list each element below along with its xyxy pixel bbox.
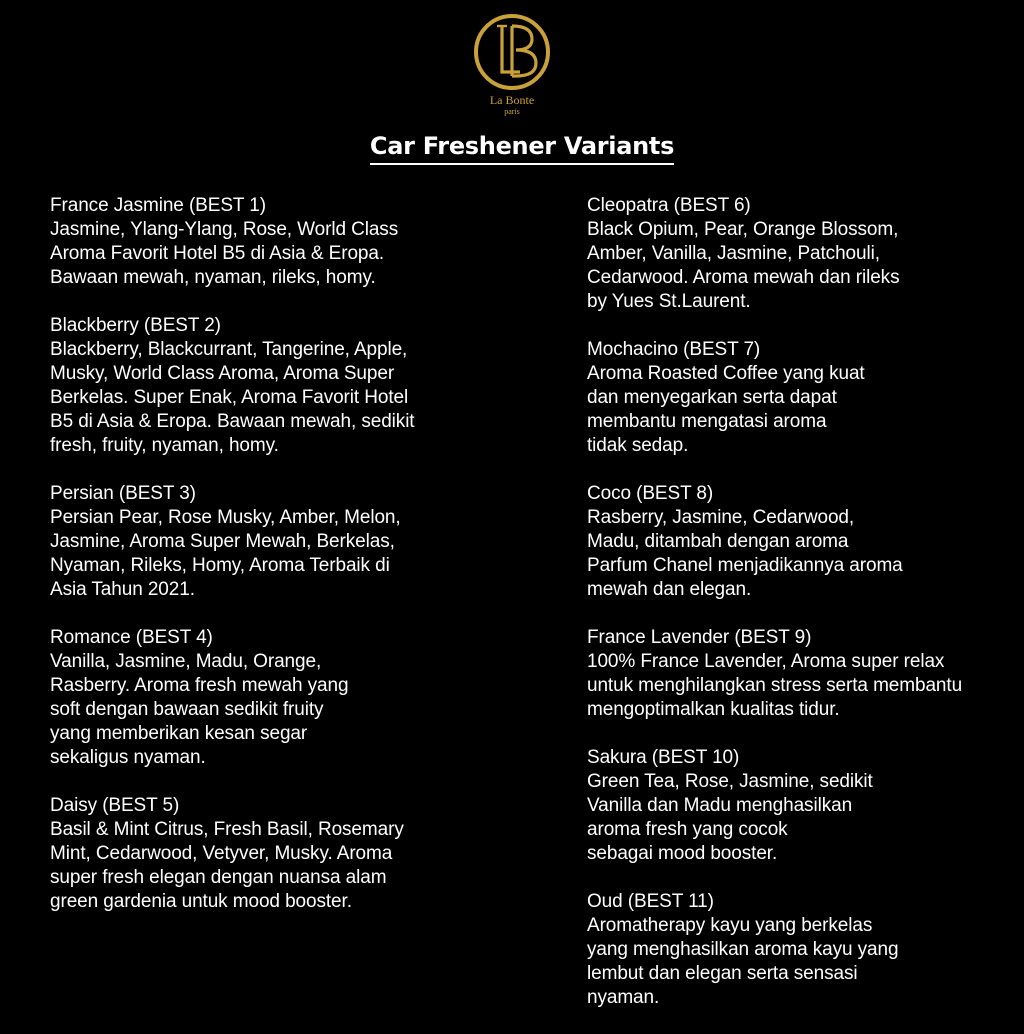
variant-description-line: by Yues St.Laurent. xyxy=(587,291,751,312)
variant-description-line: Parfum Chanel menjadikannya aroma xyxy=(587,555,903,576)
right-variant-column xyxy=(587,194,1017,1034)
brand-logo xyxy=(472,12,552,92)
variant-description-line: lembut dan elegan serta sensasi xyxy=(587,963,858,984)
brand-name: La Bonte xyxy=(489,93,535,107)
variant-description-line: Black Opium, Pear, Orange Blossom, xyxy=(587,219,899,240)
variant-description-line: untuk menghilangkan stress serta membantu xyxy=(587,675,963,696)
variant-item xyxy=(587,482,1017,602)
variant-description-line: aroma fresh yang cocok xyxy=(587,819,788,840)
variant-description-line: Amber, Vanilla, Jasmine, Patchouli, xyxy=(587,243,880,264)
variant-description-line: Green Tea, Rose, Jasmine, sedikit xyxy=(587,771,873,792)
variant-item xyxy=(50,314,520,458)
variant-description-line: nyaman. xyxy=(587,987,660,1008)
variant-description-line: dan menyegarkan serta dapat xyxy=(587,387,837,408)
variant-description-line: Cedarwood. Aroma mewah dan rileks xyxy=(587,267,900,288)
variant-description-line: Aroma Roasted Coffee yang kuat xyxy=(587,363,865,384)
variant-description-line: Bawaan mewah, nyaman, rileks, homy. xyxy=(50,267,376,288)
variant-item xyxy=(50,482,520,602)
variant-description-line: Blackberry, Blackcurrant, Tangerine, Apple, xyxy=(50,339,408,360)
variant-description-line: Nyaman, Rileks, Homy, Aroma Terbaik di xyxy=(50,555,390,576)
variant-name: Mochacino (BEST 7) xyxy=(587,339,761,360)
variant-description-line: sekaligus nyaman. xyxy=(50,747,206,768)
variant-description-line: super fresh elegan dengan nuansa alam xyxy=(50,867,387,888)
variant-description-line: Musky, World Class Aroma, Aroma Super xyxy=(50,363,395,384)
variant-description-line: B5 di Asia & Eropa. Bawaan mewah, sedikit xyxy=(50,411,415,432)
variant-description-line: yang memberikan kesan segar xyxy=(50,723,308,744)
variant-item xyxy=(587,338,1017,458)
variant-item xyxy=(50,626,520,770)
variant-description-line: mengoptimalkan kualitas tidur. xyxy=(587,699,840,720)
variant-name: Cleopatra (BEST 6) xyxy=(587,195,751,216)
variant-description-line: mewah dan elegan. xyxy=(587,579,752,600)
left-variant-column xyxy=(50,194,520,938)
variant-description-line: Mint, Cedarwood, Vetyver, Musky. Aroma xyxy=(50,843,393,864)
variant-name: Blackberry (BEST 2) xyxy=(50,315,221,336)
variant-item xyxy=(50,794,520,914)
variant-description-line: Vanilla, Jasmine, Madu, Orange, xyxy=(50,651,322,672)
variant-description-line: yang menghasilkan aroma kayu yang xyxy=(587,939,899,960)
variant-description-line: Asia Tahun 2021. xyxy=(50,579,195,600)
variant-description-line: Jasmine, Aroma Super Mewah, Berkelas, xyxy=(50,531,395,552)
variant-name: Persian (BEST 3) xyxy=(50,483,196,504)
variant-name: Coco (BEST 8) xyxy=(587,483,714,504)
variant-description-line: Aromatherapy kayu yang berkelas xyxy=(587,915,873,936)
variant-name: Sakura (BEST 10) xyxy=(587,747,740,768)
page-title xyxy=(0,130,1024,165)
variant-description-line: sebagai mood booster. xyxy=(587,843,778,864)
variant-item xyxy=(587,194,1017,314)
variant-name: France Jasmine (BEST 1) xyxy=(50,195,266,216)
page-title-text: Car Freshener Variants xyxy=(370,130,674,165)
variant-description-line: membantu mengatasi aroma xyxy=(587,411,827,432)
variant-name: Daisy (BEST 5) xyxy=(50,795,180,816)
lb-monogram-icon xyxy=(472,12,552,92)
brand-subtitle: paris xyxy=(504,107,520,116)
variant-description-line: tidak sedap. xyxy=(587,435,689,456)
variant-item xyxy=(587,746,1017,866)
variant-name: Oud (BEST 11) xyxy=(587,891,714,912)
variant-description-line: Aroma Favorit Hotel B5 di Asia & Eropa. xyxy=(50,243,385,264)
variant-description-line: Rasberry, Jasmine, Cedarwood, xyxy=(587,507,855,528)
variant-description-line: green gardenia untuk mood booster. xyxy=(50,891,352,912)
variant-description-line: Madu, ditambah dengan aroma xyxy=(587,531,849,552)
variant-name: France Lavender (BEST 9) xyxy=(587,627,812,648)
variant-name: Romance (BEST 4) xyxy=(50,627,213,648)
variant-description-line: Rasberry. Aroma fresh mewah yang xyxy=(50,675,349,696)
variant-item xyxy=(587,890,1017,1010)
variant-description-line: Berkelas. Super Enak, Aroma Favorit Hotel xyxy=(50,387,409,408)
variant-description-line: fresh, fruity, nyaman, homy. xyxy=(50,435,279,456)
variant-description-line: Jasmine, Ylang-Ylang, Rose, World Class xyxy=(50,219,399,240)
variant-description-line: Vanilla dan Madu menghasilkan xyxy=(587,795,853,816)
variant-description-line: Persian Pear, Rose Musky, Amber, Melon, xyxy=(50,507,401,528)
variant-item xyxy=(587,626,1017,722)
variant-description-line: Basil & Mint Citrus, Fresh Basil, Rosemary xyxy=(50,819,404,840)
variant-description-line: 100% France Lavender, Aroma super relax xyxy=(587,651,945,672)
variant-description-line: soft dengan bawaan sedikit fruity xyxy=(50,699,324,720)
variant-item xyxy=(50,194,520,290)
